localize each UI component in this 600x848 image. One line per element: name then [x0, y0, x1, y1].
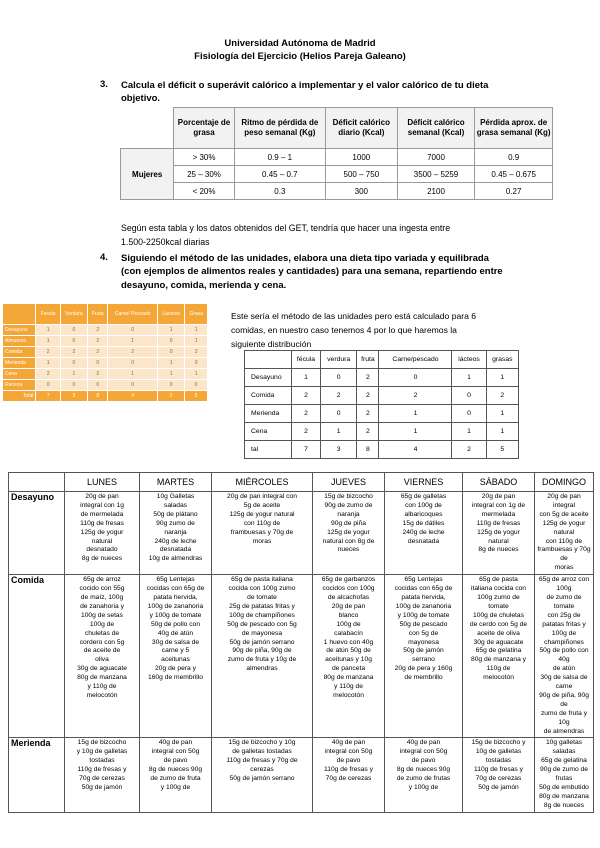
orange-cell: 0 — [60, 358, 87, 369]
orange-table-total-row — [3, 391, 208, 402]
orange-units-table — [2, 303, 208, 402]
deficit-header-cell: Déficit calórico semanal (Kcal) — [397, 108, 475, 149]
deficit-cell: > 30% — [174, 149, 234, 166]
units-cell: 0 — [379, 369, 452, 387]
week-header-empty — [9, 473, 65, 492]
orange-cell: 2 — [88, 369, 108, 380]
meal-cell: 65g de arroz con 100g de zumo de tomate con 25g de patatas fritas y 100g de champiñones 50g de pollo con 40g de atún 30g de salsa de carne 90g de piña, 90g de zumo de fruta y 10g de almendras — [535, 575, 594, 738]
orange-cell: 7 — [36, 391, 60, 402]
meal-cell: 65g de garbanzos cocidos con 100g de alcachofas 20g de pan blanco 100g de calabacín 1 huevo con 40g de atún 50g de aceitunas y 10g de panceta 80g de manzana y 110g de melocotón — [313, 575, 385, 738]
orange-cell: 1 — [185, 369, 208, 380]
meal-cell: 15g de bizcocho y 10g de galletas tostadas 110g de fresas y 70g de cerezas 50g de jamón — [463, 738, 535, 812]
deficit-cell: 0.3 — [234, 183, 325, 200]
meal-cell: 65g Lentejas cocidas con 65g de patata hervida, 100g de zanahoria y 100g de tomate 50g de pescado con 5g de mayonesa 50g de jamón serrano 20g de pera y 160g de membrillo — [385, 575, 463, 738]
orange-cell: 5 — [185, 391, 208, 402]
units-cell: 2 — [486, 387, 518, 405]
question-4-line2: (con ejemplos de alimentos reales y cantidades) para una semana, repartiendo entre — [121, 266, 503, 277]
meal-cell: 10g galletas saladas 65g de gelatina 90g de zumo de frutas 50g de embutido 80g de manzana 8g de nueces — [535, 738, 594, 812]
orange-cell: 0 — [60, 325, 87, 336]
units-cell: 2 — [357, 387, 379, 405]
units-cell: 0 — [452, 405, 486, 423]
orange-header-cell: Verdura — [60, 304, 87, 325]
orange-header-cell: Grasa — [185, 304, 208, 325]
day-header: MARTES — [140, 473, 212, 492]
units-row-label: Cena — [245, 423, 292, 441]
units-cell: 7 — [292, 441, 321, 459]
deficit-table-empty-header — [121, 108, 174, 149]
deficit-cell: 0.45 – 0.7 — [234, 166, 325, 183]
meal-cell: 40g de pan integral con 50g de pavo 110g de fresas y 70g de cerezas — [313, 738, 385, 812]
units-cell: 2 — [357, 369, 379, 387]
deficit-cell: < 20% — [174, 183, 234, 200]
orange-table-row — [3, 336, 208, 347]
meal-cell: 15g de bizcocho y 10g de galletas tostadas 110g de fresas y 70g de cerezas 50g de jamón serrano — [212, 738, 313, 812]
units-table-row — [245, 369, 519, 387]
orange-cell: 0 — [60, 380, 87, 391]
orange-cell: 0 — [60, 336, 87, 347]
units-cell: 1 — [292, 369, 321, 387]
orange-header-cell — [3, 304, 36, 325]
meal-cell: 20g de pan integral con 1g de mermelada 110g de fresas 125g de yogur natural 8g de nueces — [463, 492, 535, 575]
orange-cell: 1 — [60, 369, 87, 380]
meal-cell: 10g Galletas saladas 50g de plátano 90g zumo de naranja 240g de leche desnatada 10g de almendras — [140, 492, 212, 575]
meal-row-comida — [9, 575, 594, 738]
units-table-total-row — [245, 441, 519, 459]
meal-cell: 20g de pan integral con 5g de aceite 125g de yogur natural con 110g de frambuesas y 70g de moras — [535, 492, 594, 575]
meal-row-merienda — [9, 738, 594, 812]
orange-cell: 1 — [36, 336, 60, 347]
deficit-cell: 0.27 — [475, 183, 553, 200]
units-table-header — [245, 351, 519, 369]
meal-cell: 15g de bizcocho y 10g de galletas tostadas 110g de fresas y 70g de cerezas 50g de jamón — [65, 738, 140, 812]
deficit-cell: 25 – 30% — [174, 166, 234, 183]
orange-cell: 2 — [60, 347, 87, 358]
orange-cell: 1 — [108, 336, 158, 347]
weekly-diet-table — [8, 472, 594, 813]
orange-table-row — [3, 347, 208, 358]
orange-cell: 1 — [36, 325, 60, 336]
orange-cell: 0 — [185, 358, 208, 369]
orange-row-label: Almuerzo — [3, 336, 36, 347]
course-title: Fisiología del Ejercicio (Helios Pareja Galeano) — [194, 51, 406, 62]
units-cell: 3 — [320, 441, 356, 459]
orange-cell: 1 — [185, 325, 208, 336]
question-3-text: Calcula el déficit o superávit calórico a implementar y el valor calórico de tu dieta objetivo. — [121, 80, 489, 104]
meal-cell: 40g de pan integral con 50g de pavo 8g de nueces 90g de zumo de fruta y 100g de — [140, 738, 212, 812]
units-table-row — [245, 387, 519, 405]
deficit-header-cell: Déficit calórico diario (Kcal) — [325, 108, 397, 149]
orange-cell: 1 — [108, 369, 158, 380]
units-cell: 2 — [292, 405, 321, 423]
units-header-cell: grasas — [486, 351, 518, 369]
orange-row-label: Cena — [3, 369, 36, 380]
orange-cell: 0 — [108, 358, 158, 369]
units-header-cell — [245, 351, 292, 369]
deficit-header-cell: Porcentaje de grasa — [174, 108, 234, 149]
orange-cell: 2 — [88, 325, 108, 336]
orange-cell: 2 — [185, 347, 208, 358]
orange-cell: 1 — [157, 369, 184, 380]
units-cell: 2 — [357, 405, 379, 423]
units-cell: 2 — [452, 441, 486, 459]
meal-cell: 15g de bizcocho 90g de zumo de naranja 90g de piña 125g de yogur natural con 8g de nueces — [313, 492, 385, 575]
deficit-header-cell: Ritmo de pérdida de peso semanal (Kg) — [234, 108, 325, 149]
orange-cell: 0 — [157, 380, 184, 391]
orange-cell: 1 — [185, 336, 208, 347]
meal-cell: 65g de pasta italiana cocida con 100g zumo de tomate 25g de patatas fritas y 100g de champiñones 50g de pescado con 5g de mayonesa 50g de jamón serrano 90g de piña, 90g de zumo de fruta y 10g de almendras — [212, 575, 313, 738]
deficit-cell: 0.9 – 1 — [234, 149, 325, 166]
units-cell: 2 — [379, 387, 452, 405]
units-distribution-table — [244, 350, 519, 459]
units-cell: 2 — [292, 423, 321, 441]
orange-header-cell: Lacteos — [157, 304, 184, 325]
orange-cell: 0 — [108, 325, 158, 336]
deficit-table-row — [121, 183, 553, 200]
deficit-cell: 300 — [325, 183, 397, 200]
method-paragraph-line1: Este sería el método de las unidades pero está calculado para 6 — [231, 311, 477, 321]
day-header: VIERNES — [385, 473, 463, 492]
orange-cell: 2 — [36, 369, 60, 380]
units-cell: 2 — [292, 387, 321, 405]
orange-table-row — [3, 325, 208, 336]
units-table-row — [245, 405, 519, 423]
meal-cell: 65g de arroz cocido con 55g de maíz, 100g de zanahoria y 100g de setas 100g de chuletas de cordero con 5g de aceite de oliva 30g de aguacate 80g de manzana y 110g de melocotón — [65, 575, 140, 738]
orange-cell: 1 — [36, 358, 60, 369]
orange-table-row — [3, 369, 208, 380]
method-paragraph-line3: siguiente distribución — [231, 339, 312, 349]
question-3-number: 3. — [100, 79, 108, 90]
deficit-cell: 0.45 – 0.675 — [475, 166, 553, 183]
day-header: JUEVES — [313, 473, 385, 492]
meal-row-desayuno — [9, 492, 594, 575]
orange-row-label: Recena — [3, 380, 36, 391]
orange-cell: 0 — [185, 380, 208, 391]
orange-cell: 0 — [88, 358, 108, 369]
orange-cell: 0 — [88, 380, 108, 391]
orange-cell: 3 — [60, 391, 87, 402]
units-header-cell: fécula — [292, 351, 321, 369]
units-cell: 0 — [320, 405, 356, 423]
deficit-cell: 3500 – 5259 — [397, 166, 475, 183]
deficit-cell: 500 – 750 — [325, 166, 397, 183]
deficit-table — [120, 107, 553, 200]
orange-table-header — [3, 304, 208, 325]
deficit-cell: 7000 — [397, 149, 475, 166]
units-cell: 1 — [379, 423, 452, 441]
orange-cell: 2 — [36, 347, 60, 358]
units-cell: 1 — [486, 369, 518, 387]
meal-label: Merienda — [9, 738, 65, 812]
orange-row-label: Total — [3, 391, 36, 402]
units-cell: 1 — [379, 405, 452, 423]
orange-cell: 0 — [157, 336, 184, 347]
deficit-table-row — [121, 149, 553, 166]
units-cell: 2 — [320, 387, 356, 405]
units-cell: 1 — [452, 423, 486, 441]
orange-cell: 1 — [157, 358, 184, 369]
day-header: DOMINGO — [535, 473, 594, 492]
orange-cell: 4 — [108, 391, 158, 402]
orange-header-cell: Carne/ Pescado — [108, 304, 158, 325]
units-header-cell: Carne/pescado — [379, 351, 452, 369]
orange-cell: 2 — [88, 336, 108, 347]
units-header-cell: fruta — [357, 351, 379, 369]
units-row-label: tal — [245, 441, 292, 459]
method-paragraph-line2: comidas, en nuestro caso tenemos 4 por lo que haremos la — [231, 325, 457, 335]
orange-row-label: Merienda — [3, 358, 36, 369]
deficit-table-row — [121, 166, 553, 183]
orange-header-cell: Fruta — [88, 304, 108, 325]
question-4-line3: desayuno, comida, merienda y cena. — [121, 280, 287, 291]
units-table-row — [245, 423, 519, 441]
orange-cell: 0 — [36, 380, 60, 391]
units-cell: 2 — [357, 423, 379, 441]
units-cell: 5 — [486, 441, 518, 459]
orange-table-row — [3, 380, 208, 391]
get-paragraph-line2: 1.500-2250kcal diarias — [121, 237, 210, 247]
week-table-header — [9, 473, 594, 492]
day-header: SÁBADO — [463, 473, 535, 492]
units-row-label: Merienda — [245, 405, 292, 423]
deficit-header-cell: Pérdida aprox. de grasa semanal (Kg) — [475, 108, 553, 149]
units-cell: 1 — [452, 369, 486, 387]
day-header: MIÉRCOLES — [212, 473, 313, 492]
meal-cell: 65g Lentejas cocidas con 65g de patata hervida, 100g de zanahoria y 100g de tomate 50g de pollo con 40g de atún 30g de salsa de carne y 5 aceitunas 20g de pera y 160g de membrillo — [140, 575, 212, 738]
units-cell: 4 — [379, 441, 452, 459]
orange-cell: 2 — [157, 391, 184, 402]
meal-label: Desayuno — [9, 492, 65, 575]
units-cell: 1 — [486, 405, 518, 423]
get-paragraph-line1: Según esta tabla y los datos obtenidos del GET, tendría que hacer una ingesta entre — [121, 223, 451, 233]
orange-cell: 0 — [157, 347, 184, 358]
orange-cell: 2 — [108, 347, 158, 358]
orange-cell: 1 — [157, 325, 184, 336]
units-cell: 0 — [452, 387, 486, 405]
meal-cell: 65g de pasta italiana cocida con 100g zumo de tomate 100g de chuletas de cerdo con 5g de aceite de oliva 30g de aguacate 65g de gelatina 80g de manzana y 110g de melocotón — [463, 575, 535, 738]
deficit-cell: 0.9 — [475, 149, 553, 166]
deficit-cell: 1000 — [325, 149, 397, 166]
meal-cell: 65g de galletas con 100g de albaricoques 15g de dátiles 240g de leche desnatada — [385, 492, 463, 575]
orange-table-row — [3, 358, 208, 369]
deficit-cell: 2100 — [397, 183, 475, 200]
meal-cell: 20g de pan integral con 1g de mermelada 110g de fresas 125g de yogur natural desnatado 8g de nueces — [65, 492, 140, 575]
question-4-line1: Siguiendo el método de las unidades, elabora una dieta tipo variada y equilibrada — [121, 253, 489, 264]
orange-header-cell: Fecula — [36, 304, 60, 325]
meal-cell: 40g de pan integral con 50g de pavo 8g de nueces 90g de zumo de frutas y 100g de — [385, 738, 463, 812]
units-row-label: Desayuno — [245, 369, 292, 387]
units-row-label: Comida — [245, 387, 292, 405]
university-title: Universidad Autónoma de Madrid — [224, 38, 376, 49]
meal-label: Comida — [9, 575, 65, 738]
units-header-cell: verdura — [320, 351, 356, 369]
orange-cell: 0 — [108, 380, 158, 391]
orange-row-label: Comida — [3, 347, 36, 358]
deficit-group-label: Mujeres — [121, 149, 174, 200]
orange-cell: 2 — [88, 347, 108, 358]
orange-row-label: Desayuno — [3, 325, 36, 336]
units-header-cell: lácteos — [452, 351, 486, 369]
meal-cell: 20g de pan integral con 5g de aceite 125g de yogur natural con 110g de frambuesas y 70g de moras — [212, 492, 313, 575]
question-4-number: 4. — [100, 252, 108, 263]
units-cell: 8 — [357, 441, 379, 459]
orange-cell: 8 — [88, 391, 108, 402]
day-header: LUNES — [65, 473, 140, 492]
units-cell: 1 — [486, 423, 518, 441]
units-cell: 1 — [320, 423, 356, 441]
units-cell: 0 — [320, 369, 356, 387]
deficit-table-header — [121, 108, 553, 149]
